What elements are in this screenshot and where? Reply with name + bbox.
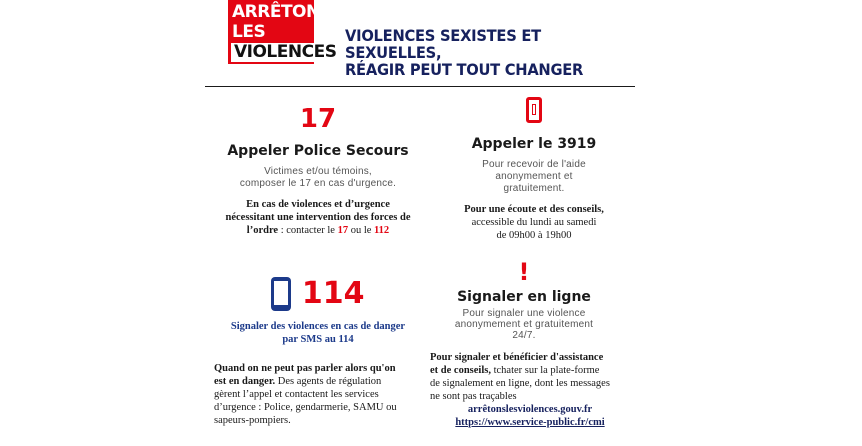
sms-desc-2-bold: est en danger.: [214, 376, 276, 387]
police-number-17: 17: [337, 225, 349, 236]
police-block: [200, 104, 436, 237]
sms-desc-3: gèrent l’appel et contactent les services: [214, 389, 379, 400]
online-sub-1: Pour signaler une violence: [462, 308, 586, 319]
hotline-desc: [414, 203, 654, 242]
police-sub-1: Victimes et/ou témoins,: [264, 166, 372, 177]
online-desc-2-bold: et de conseils,: [430, 365, 491, 376]
hotline-sub-3: gratuitement.: [503, 183, 565, 194]
online-desc-2-text: tchater sur la plate-forme: [490, 365, 600, 376]
online-block: [404, 260, 644, 341]
exclamation-icon: !: [518, 258, 530, 286]
page-title-line-2: RÉAGIR PEUT TOUT CHANGER: [345, 60, 584, 79]
online-sub: [404, 308, 644, 341]
online-links: [430, 403, 630, 429]
police-desc-3-text: : contacter le: [278, 225, 338, 236]
online-title: Signaler en ligne: [457, 289, 591, 305]
police-sub-2: composer le 17 en cas d'urgence.: [239, 178, 397, 189]
sms-desc-2-text: Des agents de régulation: [275, 376, 382, 387]
mobile-phone-icon: [271, 277, 291, 311]
police-desc-3: [200, 224, 436, 237]
police-number: 17: [299, 104, 337, 134]
sms-desc-2: [214, 375, 434, 388]
hotline-sub-1: Pour recevoir de l'aide: [482, 159, 586, 170]
divider: [205, 86, 635, 87]
phone-icon: [414, 97, 654, 127]
online-desc-4: ne sont pas traçables: [430, 391, 517, 402]
sms-header: [200, 274, 436, 314]
police-desc-2: nécessitant une intervention des forces de: [225, 212, 411, 223]
sms-heading: [200, 320, 436, 346]
online-sub-2: anonymement et gratuitement: [454, 319, 594, 330]
hotline-title: Appeler le 3919: [471, 136, 597, 152]
sms-desc: [214, 362, 434, 427]
hotline-sub-2: anonymement et: [495, 171, 573, 182]
police-sub: [200, 166, 436, 190]
page-title-line-1: VIOLENCES SEXISTES ET SEXUELLES,: [345, 26, 541, 62]
sms-block: [200, 274, 436, 346]
logo-line-1: ARRÊTONS: [232, 2, 332, 22]
sms-heading-1: Signaler des violences en cas de danger: [230, 321, 406, 332]
hotline-sub: [414, 159, 654, 195]
police-desc-3-bold: l’ordre: [246, 225, 279, 236]
link-arretons[interactable]: arrêtonslesviolences.gouv.fr: [467, 404, 593, 415]
police-desc: [200, 198, 436, 237]
hotline-desc-2: accessible du lundi au samedi: [471, 217, 597, 228]
logo-line-3: VIOLENCES: [231, 43, 339, 62]
police-title: Appeler Police Secours: [227, 143, 409, 159]
sms-number: 114: [301, 276, 365, 311]
hotline-block: [414, 97, 654, 242]
online-sub-3: 24/7.: [512, 330, 536, 341]
logo: [228, 0, 337, 64]
hotline-desc-3: de 09h00 à 19h00: [496, 230, 572, 241]
police-number-112: 112: [374, 225, 390, 236]
page-title: [345, 27, 621, 78]
online-desc-3: de signalement en ligne, dont les messages: [430, 378, 610, 389]
sms-desc-4: d’urgence : Police, gendarmerie, SAMU ou: [214, 402, 397, 413]
logo-line-2: LES: [232, 22, 266, 42]
online-desc-1: Pour signaler et bénéficier d'assistance: [430, 352, 604, 363]
hotline-desc-1: Pour une écoute et des conseils,: [464, 204, 604, 215]
online-desc-2: [430, 364, 650, 377]
sms-desc-5: sapeurs-pompiers.: [214, 415, 291, 426]
sms-heading-2: par SMS au 114: [282, 334, 354, 345]
link-service-public[interactable]: https://www.service-public.fr/cmi: [455, 417, 605, 428]
sms-desc-1: Quand on ne peut pas parler alors qu'on: [214, 363, 396, 374]
police-or: ou le: [348, 225, 375, 236]
online-desc: [430, 351, 650, 429]
police-desc-1: En cas de violences et d’urgence: [246, 199, 390, 210]
